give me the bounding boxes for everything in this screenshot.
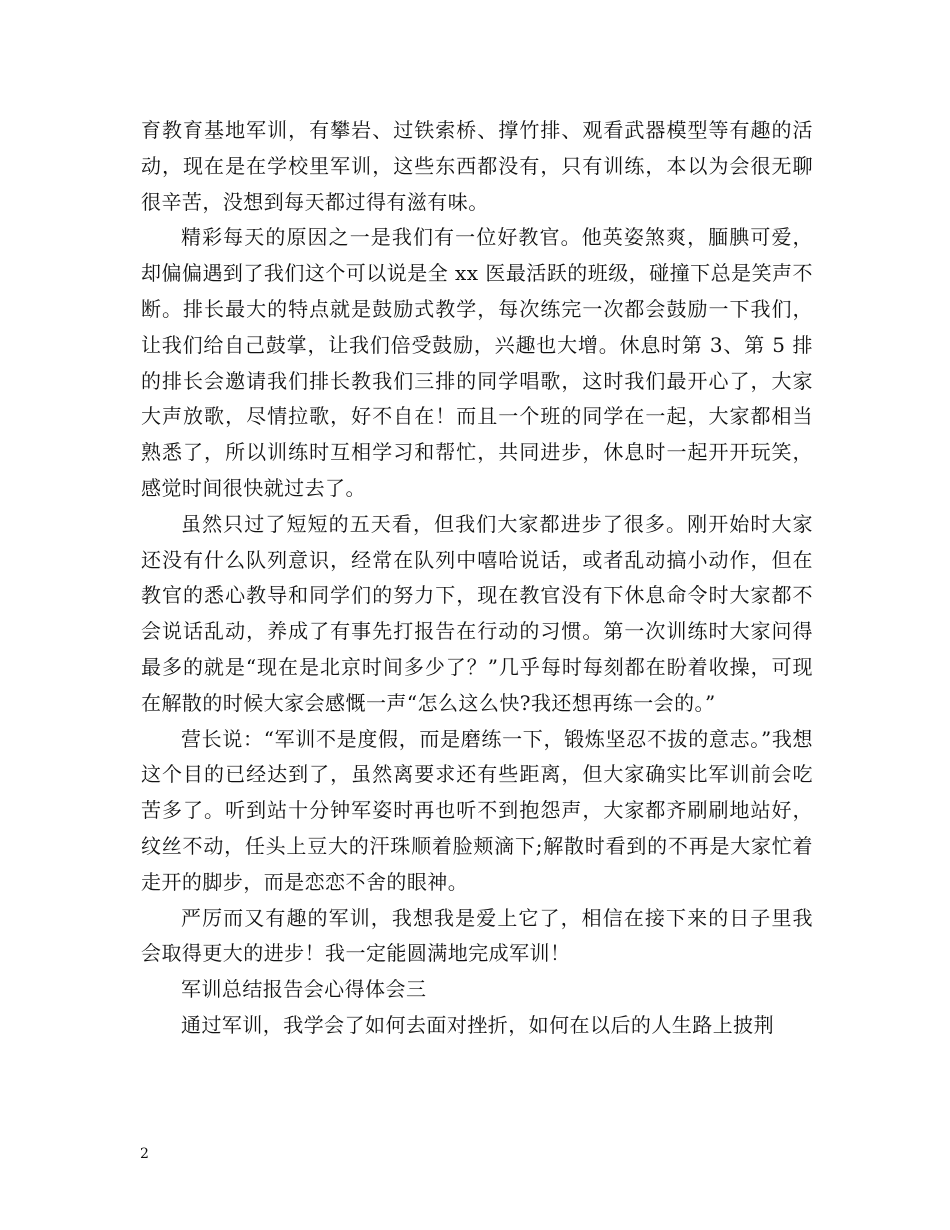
- document-body: [141, 113, 813, 1044]
- page-number: 2: [140, 1146, 149, 1162]
- paragraph-continued: 育教育基地军训，有攀岩、过铁索桥、撑竹排、观看武器模型等有趣的活动，现在是在学校里军训，这些东西都没有，只有训练，本以为会很无聊很辛苦，没想到每天都过得有滋有味。: [141, 118, 813, 214]
- paragraph-battalion-commander: 营长说：“军训不是度假，而是磨练一下，锻炼坚忍不拔的意志。”我想这个目的已经达到了，虽然离要求还有些距离，但大家确实比军训前会吃苦多了。听到站十分钟军姿时再也听不到抱怨声，大家都齐刷刷地站好，纹丝不动，任头上豆大的汗珠顺着脸颊滴下;解散时看到的不再是大家忙着走开的脚步，而是恋恋不舍的眼神。: [141, 726, 813, 894]
- paragraph-instructor: 精彩每天的原因之一是我们有一位好教官。他英姿煞爽，腼腆可爱，却偏偏遇到了我们这个可以说是全 xx 医最活跃的班级，碰撞下总是笑声不断。排长最大的特点就是鼓励式教学，每次练完一次都会鼓励一下我们，让我们给自己鼓掌，让我们倍受鼓励，兴趣也大增。休息时第 3、第 5 排的排长会邀请我们排长教我们三排的同学唱歌，这时我们最开心了，大家大声放歌，尽情拉歌，好不自在！而且一个班的同学在一起，大家都相当熟悉了，所以训练时互相学习和帮忙，共同进步，休息时一起开开玩笑，感觉时间很快就过去了。: [141, 225, 813, 500]
- paragraph-conclusion: 严厉而又有趣的军训，我想我是爱上它了，相信在接下来的日子里我会取得更大的进步！我一定能圆满地完成军训！: [141, 905, 813, 966]
- paragraph-new-section: 通过军训，我学会了如何去面对挫折，如何在以后的人生路上披荆: [181, 1012, 775, 1037]
- section-heading: 军训总结报告会心得体会三: [181, 977, 427, 1002]
- paragraph-progress: 虽然只过了短短的五天看，但我们大家都进步了很多。刚开始时大家还没有什么队列意识，经常在队列中嘻哈说话，或者乱动搞小动作，但在教官的悉心教导和同学们的努力下，现在教官没有下休息命令时大家都不会说话乱动，养成了有事先打报告在行动的习惯。第一次训练时大家问得最多的就是“现在是北京时间多少了？”几乎每时每刻都在盼着收操，可现在解散的时候大家会感慨一声“怎么这么快?我还想再练一会的。”: [141, 511, 813, 715]
